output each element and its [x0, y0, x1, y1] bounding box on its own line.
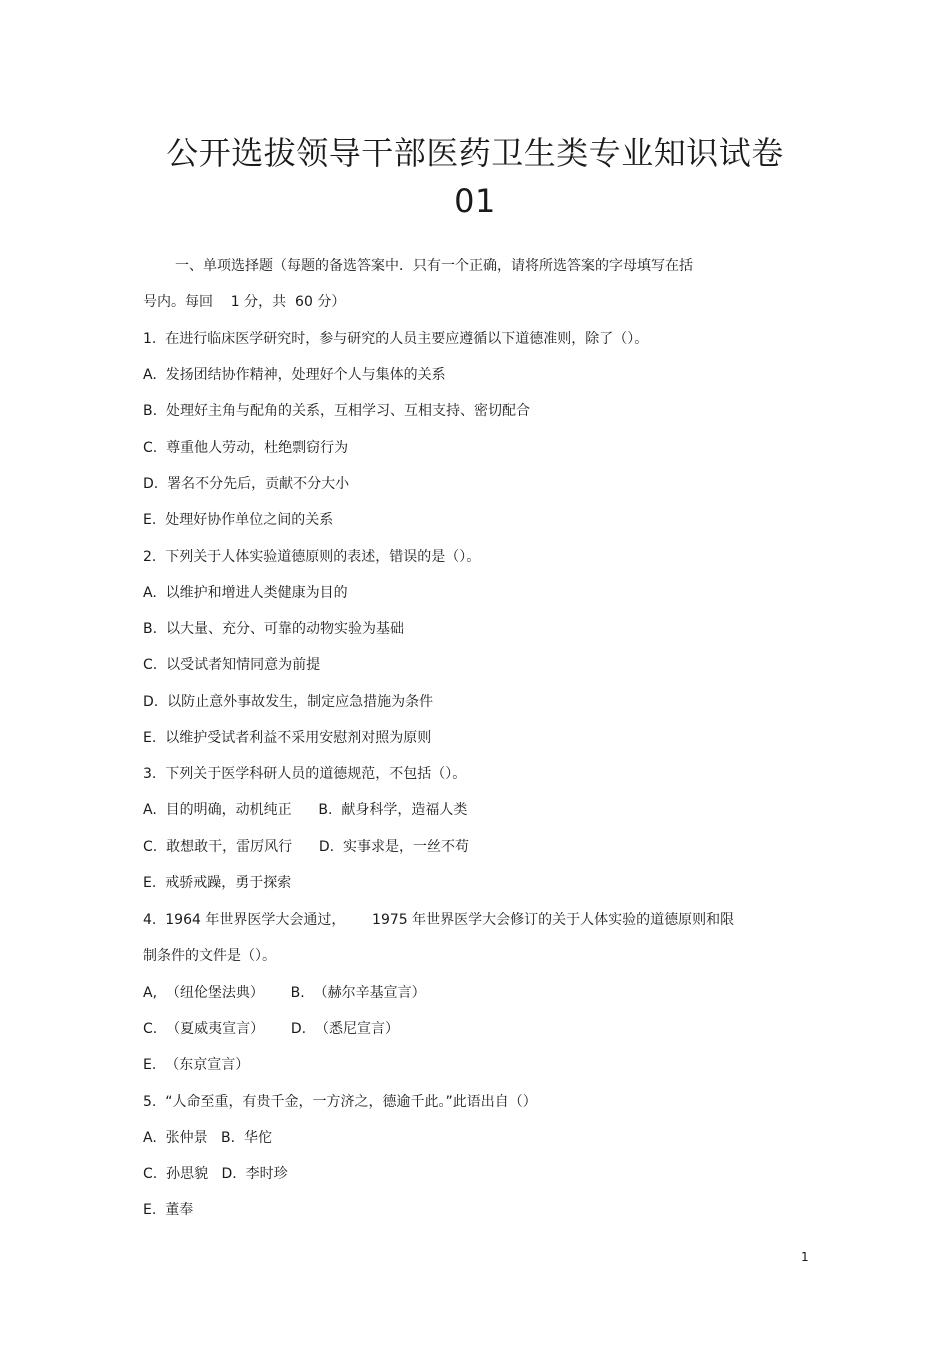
option-line: E. 董奉: [143, 1202, 194, 1218]
question-5: 5. “人命至重，有贵千金，一方济之，德逾千此。”此语出自（）: [143, 1094, 537, 1110]
option-line: A. 张仲景 B. 华佗: [143, 1130, 272, 1146]
option-line: D. 署名不分先后，贡献不分大小: [143, 476, 350, 492]
option-line: A, （纽伦堡法典） B. （赫尔辛基宣言）: [143, 985, 426, 1001]
option-line: D. 以防止意外事故发生，制定应急措施为条件: [143, 694, 434, 710]
option-line: C. 敢想敢干，雷厉风行 D. 实事求是，一丝不苟: [143, 839, 469, 855]
option-line: A. 发扬团结协作精神，处理好个人与集体的关系: [143, 367, 446, 383]
page-title-number: 01: [454, 182, 496, 220]
question-4-continued: 制条件的文件是（）。: [143, 948, 276, 964]
option-line: C. 孙思貌 D. 李时珍: [143, 1166, 288, 1182]
section-heading-line1: 一、单项选择题（每题的备选答案中．只有一个正确，请将所选答案的字母填写在括: [175, 258, 693, 274]
page-number: 1: [801, 1250, 809, 1264]
option-line: C. （夏威夷宣言） D. （悉尼宣言）: [143, 1021, 399, 1037]
option-line: C. 以受试者知情同意为前提: [143, 657, 321, 673]
option-line: A. 目的明确，动机纯正 B. 献身科学，造福人类: [143, 802, 468, 818]
option-line: B. 以大量、充分、可靠的动物实验为基础: [143, 621, 404, 637]
section-heading-line2: 号内。每回 1 分，共 60 分）: [143, 294, 346, 310]
option-line: A. 以维护和增进人类健康为目的: [143, 585, 348, 601]
option-line: E. 戒骄戒躁，勇于探索: [143, 875, 292, 891]
question-1: 1. 在进行临床医学研究时，参与研究的人员主要应遵循以下道德准则，除了（）。: [143, 331, 649, 347]
question-3: 3. 下列关于医学科研人员的道德规范，不包括（）。: [143, 766, 467, 782]
option-line: C. 尊重他人劳动，杜绝剽窃行为: [143, 440, 349, 456]
question-4: 4. 1964 年世界医学大会通过， 1975 年世界医学大会修订的关于人体实验的道德原则和限: [143, 912, 735, 928]
page-title: 公开选拔领导干部医药卫生类专业知识试卷: [166, 134, 784, 172]
option-line: B. 处理好主角与配角的关系，互相学习、互相支持、密切配合: [143, 403, 530, 419]
option-line: E. 处理好协作单位之间的关系: [143, 512, 334, 528]
question-2: 2. 下列关于人体实验道德原则的表述，错误的是（）。: [143, 549, 481, 565]
option-line: E. （东京宣言）: [143, 1057, 250, 1073]
option-line: E. 以维护受试者利益不采用安慰剂对照为原则: [143, 730, 432, 746]
